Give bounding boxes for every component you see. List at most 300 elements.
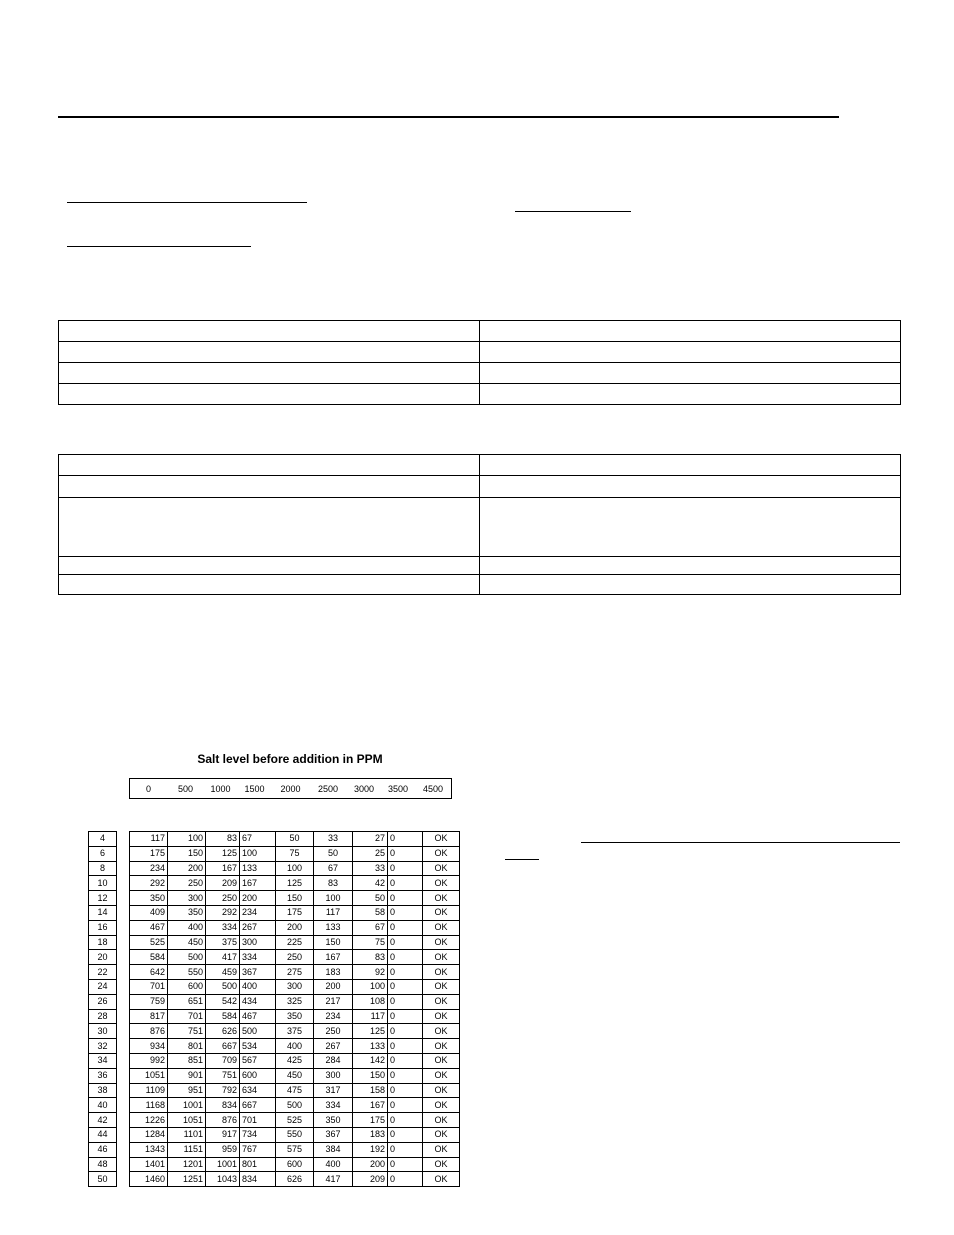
table-cell: 67 (240, 832, 276, 847)
table-cell: 50 (314, 846, 353, 861)
table-cell: 250 (168, 876, 206, 891)
table-cell: 917 (206, 1127, 240, 1142)
table-cell: OK (423, 950, 460, 965)
table-cell: 751 (168, 1024, 206, 1039)
spec-table-cell (480, 557, 901, 575)
table-cell: 133 (353, 1039, 388, 1054)
table-row (130, 994, 460, 1009)
table-cell: 751 (206, 1068, 240, 1083)
table-cell: 50 (276, 832, 314, 847)
table-row (130, 950, 460, 965)
table-row (130, 1024, 460, 1039)
table-cell: 467 (240, 1009, 276, 1024)
table-cell: 183 (353, 1127, 388, 1142)
row-label: 38 (89, 1083, 117, 1098)
table-cell: 1109 (130, 1083, 168, 1098)
table-row (130, 935, 460, 950)
table-cell: 175 (276, 905, 314, 920)
table-row (130, 920, 460, 935)
table-cell: 1051 (130, 1068, 168, 1083)
table-row (130, 891, 460, 906)
table-cell: 834 (206, 1098, 240, 1113)
spec-table-cell (480, 455, 901, 476)
table-cell: 1226 (130, 1113, 168, 1128)
table-cell: 951 (168, 1083, 206, 1098)
table-cell: 584 (206, 1009, 240, 1024)
table-cell: 209 (206, 876, 240, 891)
table-cell: 600 (240, 1068, 276, 1083)
table-cell: 0 (388, 965, 423, 980)
table-cell: 701 (240, 1113, 276, 1128)
table-cell: 167 (240, 876, 276, 891)
table-row (130, 1127, 460, 1142)
table-cell: 200 (314, 979, 353, 994)
table-cell: 0 (388, 1157, 423, 1172)
table-cell: OK (423, 1068, 460, 1083)
table-cell: 92 (353, 965, 388, 980)
table-cell: 417 (314, 1172, 353, 1187)
table-cell: OK (423, 1172, 460, 1187)
table-cell: 192 (353, 1142, 388, 1157)
spec-table-cell (59, 363, 480, 384)
spec-table-cell (480, 384, 901, 405)
table-cell: 400 (276, 1039, 314, 1054)
table-cell: 125 (206, 846, 240, 861)
spec-table-cell (480, 575, 901, 595)
table-cell: 550 (168, 965, 206, 980)
row-label: 10 (89, 876, 117, 891)
table-cell: 500 (240, 1024, 276, 1039)
table-cell: 0 (388, 979, 423, 994)
table-cell: 400 (240, 979, 276, 994)
table-cell: 33 (353, 861, 388, 876)
table-cell: 58 (353, 905, 388, 920)
table-cell: 1401 (130, 1157, 168, 1172)
spec-table-cell (59, 384, 480, 405)
table-cell: 0 (388, 861, 423, 876)
table-row (130, 861, 460, 876)
table-cell: 0 (388, 1172, 423, 1187)
table-cell: 209 (353, 1172, 388, 1187)
table-cell: 108 (353, 994, 388, 1009)
table-cell: 292 (206, 905, 240, 920)
spec-table-cell (480, 476, 901, 498)
spec-table-cell (59, 455, 480, 476)
table-cell: 175 (353, 1113, 388, 1128)
table-row (130, 1142, 460, 1157)
table-cell: 275 (276, 965, 314, 980)
table-row (130, 905, 460, 920)
underline-blank-1 (67, 202, 307, 203)
table-cell: 525 (276, 1113, 314, 1128)
table-cell: 467 (130, 920, 168, 935)
table-cell: 500 (276, 1098, 314, 1113)
table-cell: 142 (353, 1053, 388, 1068)
row-label: 36 (89, 1068, 117, 1083)
table-cell: 1001 (206, 1157, 240, 1172)
table-cell: 175 (130, 846, 168, 861)
ppm-level-header: 500 (177, 783, 194, 794)
table-cell: 117 (130, 832, 168, 847)
table-cell: 0 (388, 905, 423, 920)
table-cell: 100 (353, 979, 388, 994)
table-cell: 876 (130, 1024, 168, 1039)
table-cell: 801 (240, 1157, 276, 1172)
row-label: 30 (89, 1024, 117, 1039)
table-cell: 400 (314, 1157, 353, 1172)
table-cell: 350 (276, 1009, 314, 1024)
ppm-level-header: 0 (145, 783, 151, 794)
spec-table-cell (59, 575, 480, 595)
spec-table-1 (58, 320, 901, 405)
spec-table-2 (58, 454, 901, 595)
table-row (130, 979, 460, 994)
table-cell: OK (423, 994, 460, 1009)
table-cell: 0 (388, 1039, 423, 1054)
table-cell: 0 (388, 1068, 423, 1083)
table-row (130, 1068, 460, 1083)
table-row (130, 1039, 460, 1054)
table-cell: 0 (388, 1083, 423, 1098)
underline-blank-3 (67, 246, 251, 247)
table-cell: 542 (206, 994, 240, 1009)
table-cell: 300 (276, 979, 314, 994)
table-cell: 150 (168, 846, 206, 861)
table-cell: 317 (314, 1083, 353, 1098)
ppm-level-header: 1000 (210, 783, 231, 794)
salt-chart-title: Salt level before addition in PPM (197, 752, 383, 766)
table-cell: 250 (314, 1024, 353, 1039)
table-cell: 158 (353, 1083, 388, 1098)
table-cell: 150 (353, 1068, 388, 1083)
table-cell: 667 (240, 1098, 276, 1113)
table-cell: 567 (240, 1053, 276, 1068)
table-cell: 600 (168, 979, 206, 994)
table-cell: 1460 (130, 1172, 168, 1187)
table-cell: OK (423, 1157, 460, 1172)
table-row (130, 1098, 460, 1113)
table-cell: 83 (314, 876, 353, 891)
table-cell: 0 (388, 920, 423, 935)
table-cell: 75 (353, 935, 388, 950)
table-cell: 1168 (130, 1098, 168, 1113)
table-cell: 642 (130, 965, 168, 980)
table-cell: 459 (206, 965, 240, 980)
table-cell: 1251 (168, 1172, 206, 1187)
table-cell: OK (423, 1053, 460, 1068)
table-cell: 1101 (168, 1127, 206, 1142)
row-label: 34 (89, 1053, 117, 1068)
table-cell: OK (423, 832, 460, 847)
table-cell: 234 (314, 1009, 353, 1024)
table-cell: OK (423, 905, 460, 920)
table-cell: 375 (276, 1024, 314, 1039)
table-cell: 817 (130, 1009, 168, 1024)
table-cell: 1343 (130, 1142, 168, 1157)
table-cell: 667 (206, 1039, 240, 1054)
table-cell: 1043 (206, 1172, 240, 1187)
table-row (130, 832, 460, 847)
table-cell: 0 (388, 1053, 423, 1068)
row-label: 32 (89, 1039, 117, 1054)
row-label: 44 (89, 1127, 117, 1142)
table-cell: 200 (353, 1157, 388, 1172)
table-cell: 801 (168, 1039, 206, 1054)
table-cell: 759 (130, 994, 168, 1009)
table-cell: OK (423, 846, 460, 861)
table-cell: 575 (276, 1142, 314, 1157)
table-cell: 959 (206, 1142, 240, 1157)
row-label: 28 (89, 1009, 117, 1024)
table-cell: 417 (206, 950, 240, 965)
table-cell: 367 (240, 965, 276, 980)
row-label: 8 (89, 861, 117, 876)
table-cell: 600 (276, 1157, 314, 1172)
table-cell: 67 (353, 920, 388, 935)
spec-table-cell (480, 342, 901, 363)
table-cell: 534 (240, 1039, 276, 1054)
table-cell: 75 (276, 846, 314, 861)
table-cell: 992 (130, 1053, 168, 1068)
ppm-level-header: 3500 (387, 783, 409, 794)
salt-addition-grid (129, 831, 460, 1187)
spec-table-cell (59, 342, 480, 363)
spec-table-cell (59, 321, 480, 342)
ppm-level-header: 3000 (353, 783, 375, 794)
table-cell: 150 (276, 891, 314, 906)
table-cell: 1284 (130, 1127, 168, 1142)
table-cell: 434 (240, 994, 276, 1009)
table-cell: 0 (388, 1113, 423, 1128)
table-cell: 450 (276, 1068, 314, 1083)
table-cell: 267 (314, 1039, 353, 1054)
table-cell: 375 (206, 935, 240, 950)
table-cell: 450 (168, 935, 206, 950)
table-cell: 400 (168, 920, 206, 935)
table-cell: 133 (240, 861, 276, 876)
table-cell: 250 (206, 891, 240, 906)
table-cell: 350 (314, 1113, 353, 1128)
table-cell: 584 (130, 950, 168, 965)
table-cell: 934 (130, 1039, 168, 1054)
table-cell: 133 (314, 920, 353, 935)
row-label: 6 (89, 846, 117, 861)
table-cell: 350 (168, 905, 206, 920)
table-cell: 117 (353, 1009, 388, 1024)
table-cell: 367 (314, 1127, 353, 1142)
table-cell: 100 (314, 891, 353, 906)
table-row (130, 1157, 460, 1172)
row-label: 22 (89, 965, 117, 980)
table-cell: 300 (168, 891, 206, 906)
table-cell: 167 (206, 861, 240, 876)
table-cell: 200 (276, 920, 314, 935)
table-cell: 300 (240, 935, 276, 950)
table-cell: 0 (388, 1127, 423, 1142)
table-cell: 500 (168, 950, 206, 965)
header-rule (58, 116, 839, 118)
table-cell: 384 (314, 1142, 353, 1157)
table-cell: 767 (240, 1142, 276, 1157)
table-cell: 500 (206, 979, 240, 994)
table-cell: 100 (168, 832, 206, 847)
table-cell: 83 (353, 950, 388, 965)
table-cell: 200 (240, 891, 276, 906)
table-cell: 167 (314, 950, 353, 965)
table-cell: 0 (388, 876, 423, 891)
spec-table-cell (480, 321, 901, 342)
table-row (130, 1172, 460, 1187)
table-cell: 475 (276, 1083, 314, 1098)
table-cell: 709 (206, 1053, 240, 1068)
table-cell: 626 (276, 1172, 314, 1187)
table-row (130, 1053, 460, 1068)
table-cell: 150 (314, 935, 353, 950)
table-cell: 167 (353, 1098, 388, 1113)
table-cell: 267 (240, 920, 276, 935)
table-cell: 876 (206, 1113, 240, 1128)
table-cell: 100 (240, 846, 276, 861)
table-cell: OK (423, 1024, 460, 1039)
table-cell: 25 (353, 846, 388, 861)
table-cell: OK (423, 891, 460, 906)
table-cell: 0 (388, 1098, 423, 1113)
table-cell: 125 (276, 876, 314, 891)
table-cell: OK (423, 876, 460, 891)
table-row (130, 1009, 460, 1024)
table-cell: OK (423, 1009, 460, 1024)
row-label: 18 (89, 935, 117, 950)
row-label: 48 (89, 1157, 117, 1172)
ppm-level-header: 1500 (244, 783, 265, 794)
table-cell: 1151 (168, 1142, 206, 1157)
row-label: 20 (89, 950, 117, 965)
table-cell: 0 (388, 891, 423, 906)
table-cell: 50 (353, 891, 388, 906)
table-cell: 792 (206, 1083, 240, 1098)
table-cell: 0 (388, 950, 423, 965)
table-cell: OK (423, 935, 460, 950)
row-label: 46 (89, 1142, 117, 1157)
table-cell: 1201 (168, 1157, 206, 1172)
ppm-level-header: 2500 (317, 783, 339, 794)
table-cell: OK (423, 979, 460, 994)
spec-table-cell (480, 363, 901, 384)
table-cell: 250 (276, 950, 314, 965)
table-cell: 550 (276, 1127, 314, 1142)
underline-blank-2 (515, 211, 631, 212)
row-label: 4 (89, 832, 117, 847)
table-cell: 701 (168, 1009, 206, 1024)
table-cell: 634 (240, 1083, 276, 1098)
table-cell: 117 (314, 905, 353, 920)
table-cell: 225 (276, 935, 314, 950)
table-cell: 183 (314, 965, 353, 980)
table-cell: 1001 (168, 1098, 206, 1113)
table-cell: 200 (168, 861, 206, 876)
table-cell: 334 (240, 950, 276, 965)
table-cell: 0 (388, 1024, 423, 1039)
table-cell: 851 (168, 1053, 206, 1068)
spec-table-cell (59, 557, 480, 575)
row-label: 16 (89, 920, 117, 935)
table-cell: 734 (240, 1127, 276, 1142)
row-label: 40 (89, 1098, 117, 1113)
table-cell: 67 (314, 861, 353, 876)
table-cell: 217 (314, 994, 353, 1009)
table-cell: 325 (276, 994, 314, 1009)
table-cell: 125 (353, 1024, 388, 1039)
ppm-header-row (129, 778, 452, 799)
row-label: 26 (89, 994, 117, 1009)
table-cell: OK (423, 1083, 460, 1098)
table-cell: 234 (130, 861, 168, 876)
table-cell: 425 (276, 1053, 314, 1068)
ppm-level-header: 4500 (422, 783, 444, 794)
row-label: 50 (89, 1172, 117, 1187)
table-cell: OK (423, 861, 460, 876)
table-cell: 0 (388, 846, 423, 861)
table-cell: 701 (130, 979, 168, 994)
table-cell: 100 (276, 861, 314, 876)
table-row (130, 846, 460, 861)
table-cell: 901 (168, 1068, 206, 1083)
table-cell: 27 (353, 832, 388, 847)
table-cell: 334 (206, 920, 240, 935)
row-label: 14 (89, 905, 117, 920)
table-row (130, 965, 460, 980)
row-label-column (88, 831, 117, 1187)
ppm-level-header: 2000 (280, 783, 301, 794)
table-cell: OK (423, 1098, 460, 1113)
underline-blank-4 (581, 842, 900, 843)
table-cell: 234 (240, 905, 276, 920)
table-cell: 350 (130, 891, 168, 906)
table-cell: 525 (130, 935, 168, 950)
spec-table-cell (59, 476, 480, 498)
table-cell: 300 (314, 1068, 353, 1083)
table-row (130, 876, 460, 891)
underline-blank-5 (505, 859, 539, 860)
table-cell: 284 (314, 1053, 353, 1068)
spec-table-cell (59, 498, 480, 557)
table-cell: 292 (130, 876, 168, 891)
table-row (130, 1083, 460, 1098)
table-cell: 834 (240, 1172, 276, 1187)
row-label: 12 (89, 891, 117, 906)
table-cell: OK (423, 1127, 460, 1142)
table-row (130, 1113, 460, 1128)
row-label: 24 (89, 979, 117, 994)
table-cell: 651 (168, 994, 206, 1009)
table-cell: 33 (314, 832, 353, 847)
spec-table-cell (480, 498, 901, 557)
table-cell: 334 (314, 1098, 353, 1113)
table-cell: 0 (388, 935, 423, 950)
row-label: 42 (89, 1113, 117, 1128)
table-cell: OK (423, 920, 460, 935)
table-cell: 83 (206, 832, 240, 847)
table-cell: 0 (388, 1009, 423, 1024)
table-cell: OK (423, 1113, 460, 1128)
table-cell: 42 (353, 876, 388, 891)
table-cell: 626 (206, 1024, 240, 1039)
table-cell: 1051 (168, 1113, 206, 1128)
table-cell: 0 (388, 832, 423, 847)
table-cell: OK (423, 965, 460, 980)
table-cell: OK (423, 1039, 460, 1054)
table-cell: OK (423, 1142, 460, 1157)
